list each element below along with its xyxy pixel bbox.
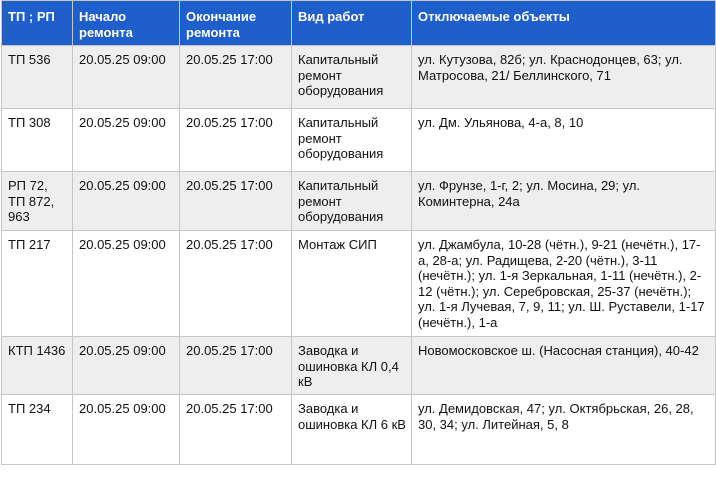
cell-work-type: Монтаж СИП [292, 231, 412, 337]
cell-start: 20.05.25 09:00 [73, 172, 180, 231]
table-row [2, 395, 716, 465]
cell-work-type: Заводка и ошиновка КЛ 6 кВ [292, 395, 412, 465]
table-row [2, 337, 716, 395]
cell-start: 20.05.25 09:00 [73, 395, 180, 465]
table-header-row [2, 1, 716, 46]
header-end: Окончание ремонта [180, 1, 292, 46]
cell-end: 20.05.25 17:00 [180, 231, 292, 337]
cell-work-type: Капитальный ремонт оборудования [292, 46, 412, 109]
cell-objects: ул. Дм. Ульянова, 4-а, 8, 10 [412, 109, 716, 172]
cell-tp: ТП 234 [2, 395, 73, 465]
cell-tp: ТП 308 [2, 109, 73, 172]
table-row [2, 231, 716, 337]
cell-end: 20.05.25 17:00 [180, 337, 292, 395]
cell-objects: ул. Фрунзе, 1-г, 2; ул. Мосина, 29; ул. Коминтерна, 24а [412, 172, 716, 231]
table-row [2, 109, 716, 172]
outage-schedule-table [1, 0, 716, 465]
cell-end: 20.05.25 17:00 [180, 109, 292, 172]
cell-tp: ТП 217 [2, 231, 73, 337]
cell-objects: Новомосковское ш. (Насосная станция), 40-42 [412, 337, 716, 395]
header-work-type: Вид работ [292, 1, 412, 46]
cell-start: 20.05.25 09:00 [73, 337, 180, 395]
cell-work-type: Капитальный ремонт оборудования [292, 109, 412, 172]
table-row [2, 46, 716, 109]
header-start: Начало ремонта [73, 1, 180, 46]
cell-work-type: Капитальный ремонт оборудования [292, 172, 412, 231]
table-row [2, 172, 716, 231]
cell-tp: РП 72, ТП 872, 963 [2, 172, 73, 231]
cell-start: 20.05.25 09:00 [73, 231, 180, 337]
cell-work-type: Заводка и ошиновка КЛ 0,4 кВ [292, 337, 412, 395]
cell-start: 20.05.25 09:00 [73, 109, 180, 172]
header-tp-rp: ТП ; РП [2, 1, 73, 46]
header-objects: Отключаемые объекты [412, 1, 716, 46]
cell-objects: ул. Кутузова, 82б; ул. Краснодонцев, 63; ул. Матросова, 21/ Беллинского, 71 [412, 46, 716, 109]
cell-tp: КТП 1436 [2, 337, 73, 395]
cell-end: 20.05.25 17:00 [180, 395, 292, 465]
cell-end: 20.05.25 17:00 [180, 46, 292, 109]
cell-start: 20.05.25 09:00 [73, 46, 180, 109]
cell-objects: ул. Демидовская, 47; ул. Октябрьская, 26, 28, 30, 34; ул. Литейная, 5, 8 [412, 395, 716, 465]
cell-tp: ТП 536 [2, 46, 73, 109]
cell-end: 20.05.25 17:00 [180, 172, 292, 231]
cell-objects: ул. Джамбула, 10-28 (чётн.), 9-21 (нечётн.), 17-а, 28-а; ул. Радищева, 2-20 (чётн.), 3-11 (нечётн.); ул. 1-я Зеркальная, 1-11 (нечётн.), 2-12 (чётн.); ул. Серебровская, 25-37 (нечётн.); ул. 1-я Лучевая, 7, 9, 11; ул. Ш. Руставели, 1-17 (нечётн.), 1-а [412, 231, 716, 337]
